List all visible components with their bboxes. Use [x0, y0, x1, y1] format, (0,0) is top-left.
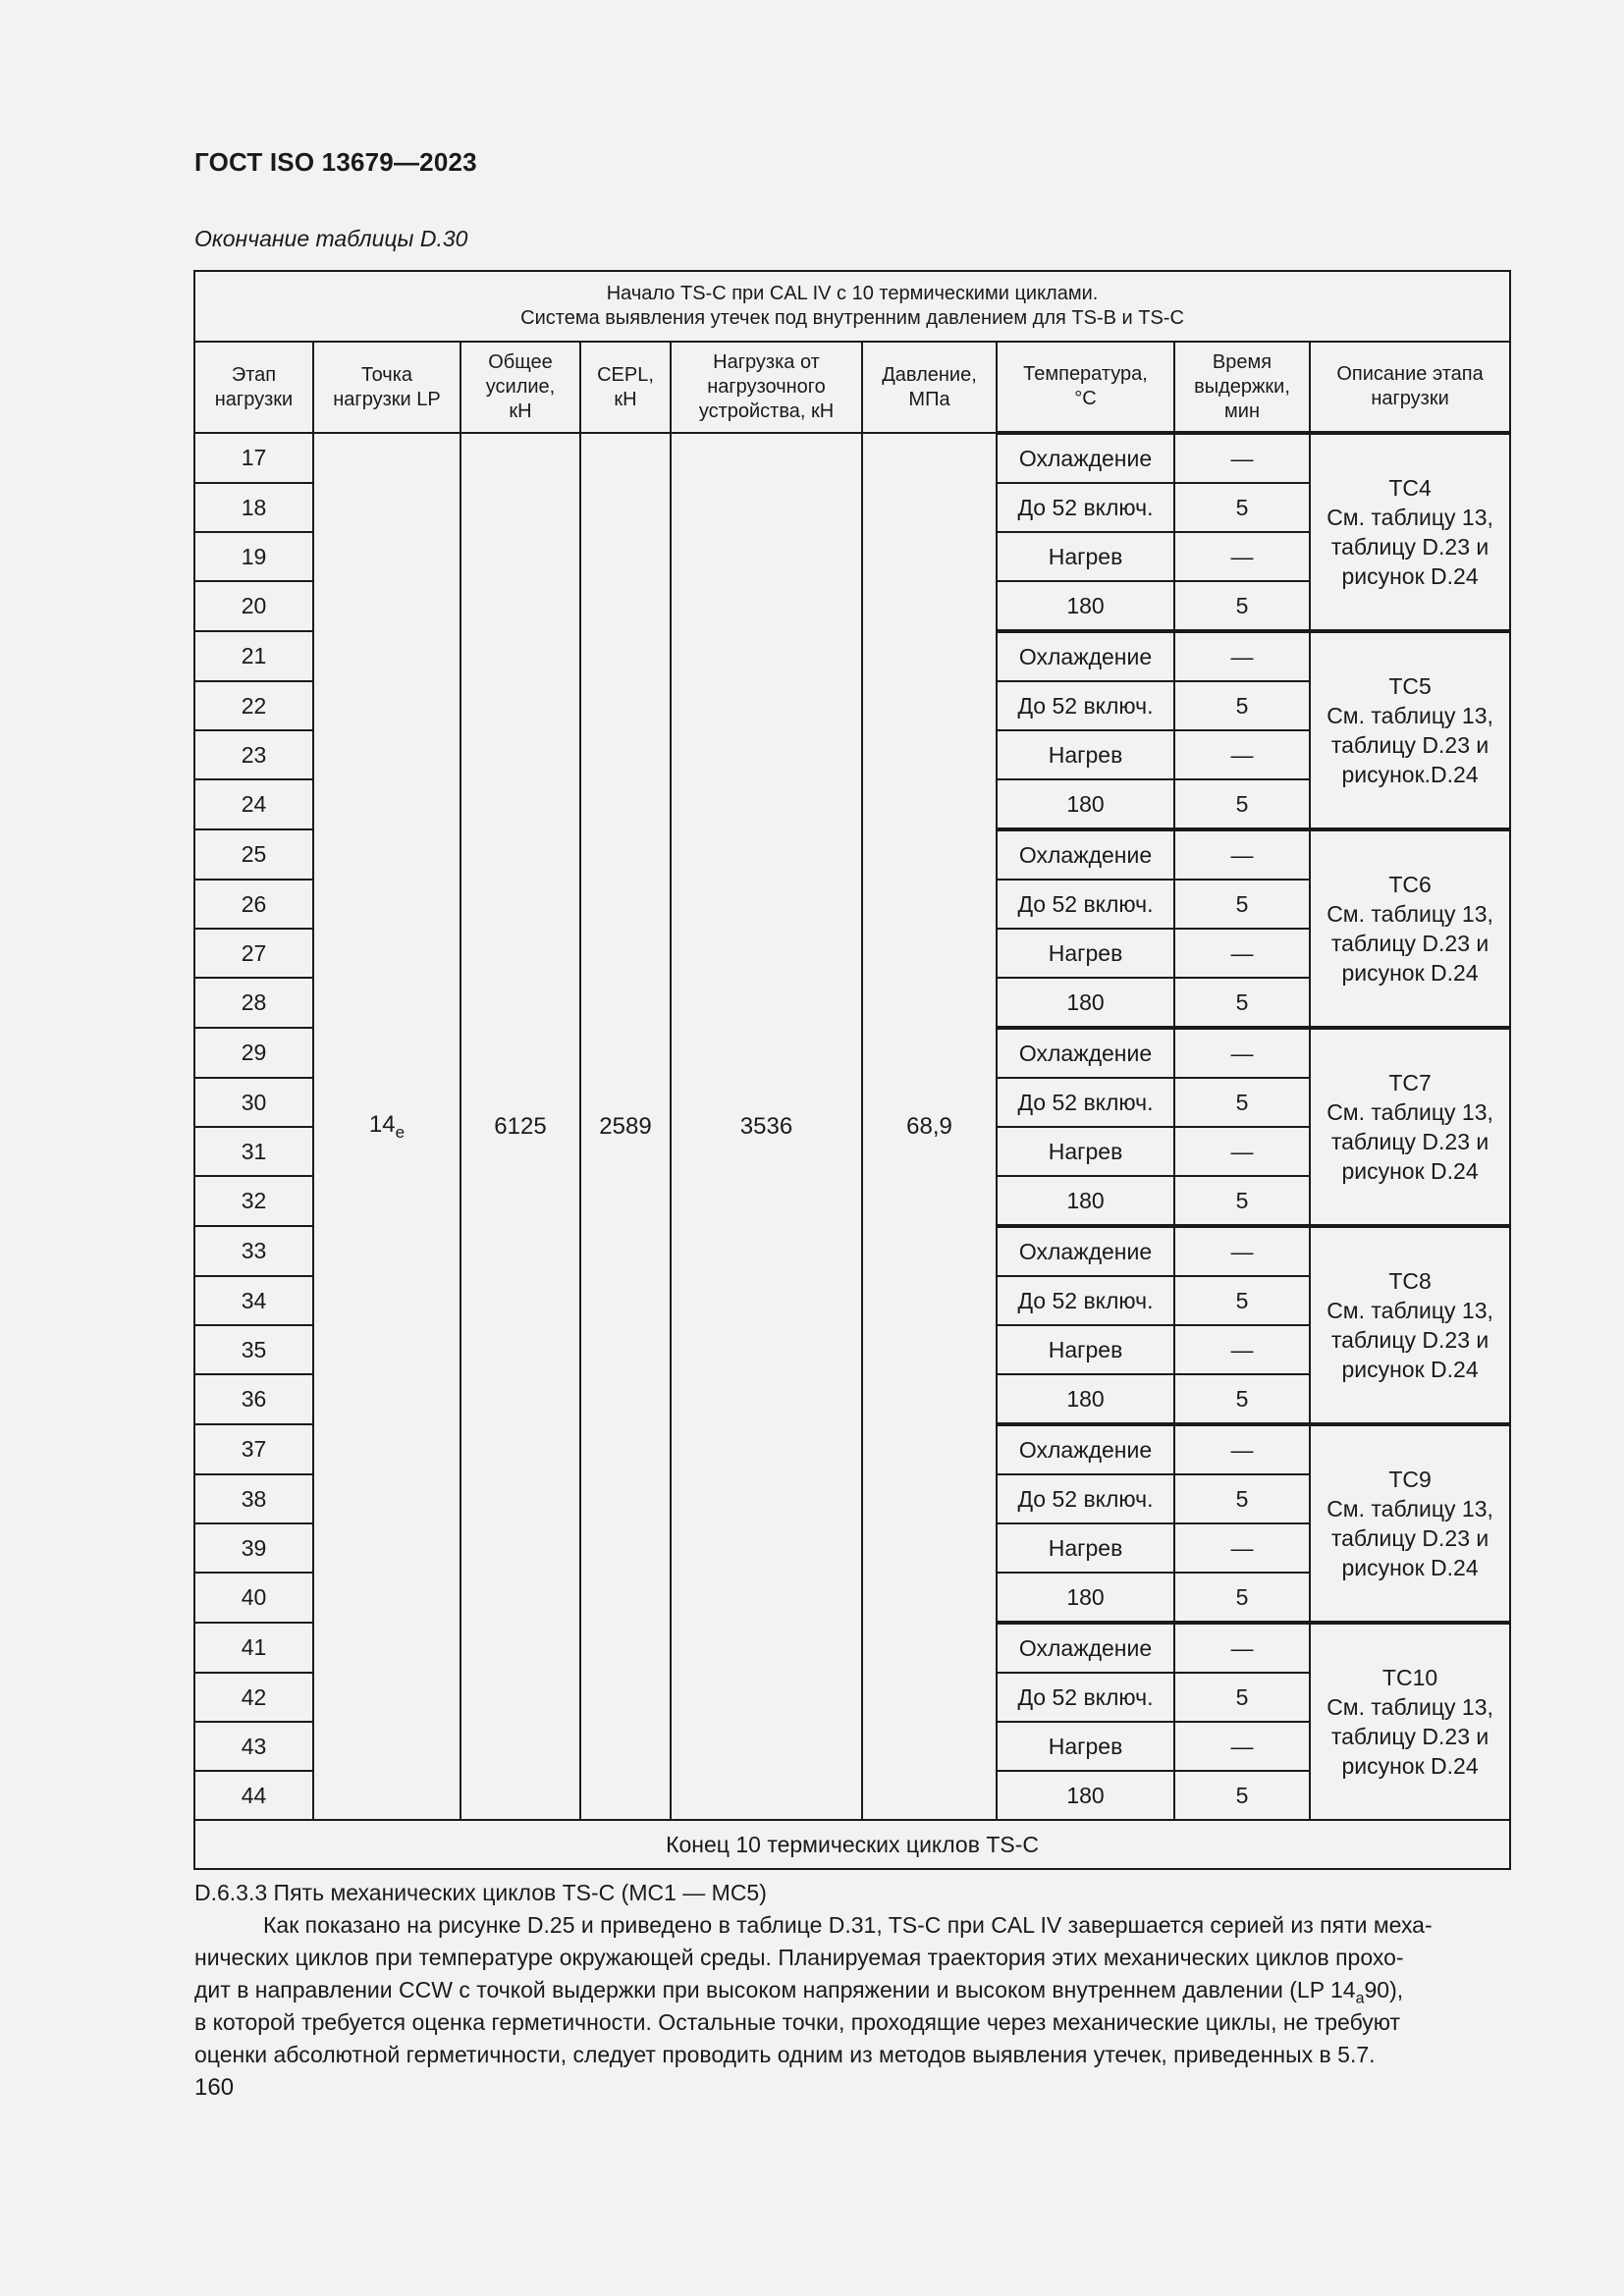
table-title-line: Начало TS-C при CAL IV с 10 термическими циклами.	[606, 283, 1099, 304]
paragraph-line: нических циклов при температуре окружающей среды. Планируемая траектория этих механических циклов прохо-	[194, 1945, 1404, 1970]
description-line: TC4	[1388, 475, 1432, 501]
column-header-line: Время	[1212, 350, 1272, 373]
hold-time-cell: 5	[1174, 978, 1310, 1028]
hold-time-cell: 5	[1174, 1078, 1310, 1127]
stage-description-cell	[1310, 631, 1510, 829]
temperature-cell: Нагрев	[997, 929, 1174, 978]
hold-time-cell: 5	[1174, 681, 1310, 730]
column-header-line: кН	[614, 388, 637, 410]
temperature-cell: Охлаждение	[997, 1028, 1174, 1078]
device-load-cell: 3536	[671, 433, 862, 1820]
column-header-line: °C	[1074, 388, 1097, 409]
hold-time-cell: —	[1174, 1325, 1310, 1374]
stage-cell: 40	[194, 1573, 313, 1623]
paragraph-text: дит в направлении CCW с точкой выдержки при высоком напряжении и высоком внутреннем давлении (LP 14	[194, 1977, 1356, 2002]
temperature-cell: 180	[997, 1176, 1174, 1226]
stage-description-cell	[1310, 433, 1510, 631]
temperature-cell: Охлаждение	[997, 1623, 1174, 1673]
hold-time-cell: 5	[1174, 1374, 1310, 1424]
column-header-line: МПа	[908, 388, 950, 410]
column-header-line: мин	[1224, 400, 1260, 422]
description-line: См. таблицу 13,	[1326, 703, 1493, 728]
hold-time-cell: —	[1174, 829, 1310, 880]
stage-cell: 38	[194, 1474, 313, 1523]
stage-cell: 23	[194, 730, 313, 779]
stage-cell: 20	[194, 581, 313, 631]
hold-time-cell: —	[1174, 1127, 1310, 1176]
load-point-value: 14	[368, 1110, 396, 1138]
description-line: таблицу D.23 и	[1330, 1525, 1489, 1551]
description-line: рисунок D.24	[1341, 1158, 1479, 1184]
column-header-line: нагрузки LP	[333, 388, 441, 410]
stage-cell: 28	[194, 978, 313, 1028]
hold-time-cell: 5	[1174, 1771, 1310, 1820]
temperature-cell: 180	[997, 581, 1174, 631]
column-header-line: Давление,	[882, 363, 977, 386]
stage-description-cell	[1310, 1028, 1510, 1226]
column-header-line: Нагрузка от	[713, 351, 820, 373]
stage-cell: 26	[194, 880, 313, 929]
hold-time-cell: 5	[1174, 779, 1310, 829]
column-header-line: усилие,	[485, 376, 556, 398]
description-line: рисунок.D.24	[1341, 762, 1479, 787]
page-number: 160	[194, 2074, 235, 2101]
hold-time-cell: —	[1174, 1623, 1310, 1673]
column-header-line: устройства, кН	[698, 400, 835, 422]
description-line: TC5	[1388, 673, 1432, 699]
description-line: См. таблицу 13,	[1326, 1099, 1493, 1125]
description-line: таблицу D.23 и	[1330, 931, 1489, 956]
stage-description-cell	[1310, 1226, 1510, 1424]
stage-cell: 27	[194, 929, 313, 978]
table-row	[194, 433, 1510, 483]
stage-cell: 35	[194, 1325, 313, 1374]
temperature-cell: Нагрев	[997, 1127, 1174, 1176]
temperature-cell: Нагрев	[997, 1325, 1174, 1374]
description-line: рисунок D.24	[1341, 1357, 1479, 1382]
description-line: TC6	[1388, 872, 1432, 897]
column-header	[313, 342, 460, 433]
column-header-line: кН	[509, 400, 532, 422]
hold-time-cell: —	[1174, 929, 1310, 978]
column-header	[997, 342, 1174, 433]
hold-time-cell: —	[1174, 1523, 1310, 1573]
temperature-cell: Охлаждение	[997, 1424, 1174, 1474]
temperature-cell: 180	[997, 1771, 1174, 1820]
column-header	[580, 342, 671, 433]
hold-time-cell: —	[1174, 730, 1310, 779]
column-header-line: Точка	[360, 363, 413, 386]
column-header	[194, 342, 313, 433]
column-header	[862, 342, 997, 433]
stage-cell: 31	[194, 1127, 313, 1176]
section-heading: D.6.3.3 Пять механических циклов TS-C (MC1 — MC5)	[194, 1880, 767, 1905]
stage-cell: 44	[194, 1771, 313, 1820]
temperature-cell: Охлаждение	[997, 433, 1174, 483]
description-line: таблицу D.23 и	[1330, 534, 1489, 560]
temperature-cell: Охлаждение	[997, 829, 1174, 880]
stage-cell: 21	[194, 631, 313, 681]
load-point-cell	[313, 433, 460, 1820]
description-line: таблицу D.23 и	[1330, 1724, 1489, 1749]
hold-time-cell: 5	[1174, 581, 1310, 631]
description-line: таблицу D.23 и	[1330, 1327, 1489, 1353]
description-line: См. таблицу 13,	[1326, 1694, 1493, 1720]
temperature-cell: Охлаждение	[997, 631, 1174, 681]
temperature-cell: Нагрев	[997, 1523, 1174, 1573]
description-line: таблицу D.23 и	[1330, 1129, 1489, 1154]
hold-time-cell: 5	[1174, 1474, 1310, 1523]
stage-cell: 25	[194, 829, 313, 880]
paragraph-line: оценки абсолютной герметичности, следует проводить одним из методов выявления утечек, приведенных в 5.7.	[194, 2042, 1376, 2067]
column-header	[1174, 342, 1310, 433]
temperature-cell: 180	[997, 978, 1174, 1028]
hold-time-cell: —	[1174, 433, 1310, 483]
column-header	[671, 342, 862, 433]
description-line: TC9	[1388, 1467, 1432, 1492]
table-title	[194, 271, 1510, 342]
hold-time-cell: 5	[1174, 1176, 1310, 1226]
temperature-cell: Охлаждение	[997, 1226, 1174, 1276]
column-header-line: CEPL,	[597, 363, 654, 386]
cepl-cell: 2589	[580, 433, 671, 1820]
column-header-line: нагрузки	[1371, 388, 1449, 409]
column-header-line: Температура,	[1023, 363, 1148, 385]
column-header	[1310, 342, 1510, 433]
stage-description-cell	[1310, 1623, 1510, 1820]
stage-cell: 19	[194, 532, 313, 581]
description-line: рисунок D.24	[1341, 563, 1479, 589]
temperature-cell: До 52 включ.	[997, 880, 1174, 929]
stage-cell: 30	[194, 1078, 313, 1127]
column-header-line: Этап	[231, 363, 277, 386]
description-line: См. таблицу 13,	[1326, 1298, 1493, 1323]
column-header-line: Описание этапа	[1336, 363, 1484, 385]
subscript: a	[1355, 1990, 1365, 2007]
stage-cell: 36	[194, 1374, 313, 1424]
stage-cell: 17	[194, 433, 313, 483]
hold-time-cell: —	[1174, 1028, 1310, 1078]
description-line: См. таблицу 13,	[1326, 901, 1493, 927]
temperature-cell: До 52 включ.	[997, 1276, 1174, 1325]
table-footer-row	[194, 1820, 1510, 1869]
hold-time-cell: —	[1174, 1226, 1310, 1276]
paragraph-line: в которой требуется оценка герметичности. Остальные точки, проходящие через механические циклы, не требуют	[194, 2009, 1401, 2035]
temperature-cell: 180	[997, 779, 1174, 829]
stage-cell: 32	[194, 1176, 313, 1226]
temperature-cell: До 52 включ.	[997, 681, 1174, 730]
hold-time-cell: —	[1174, 1424, 1310, 1474]
pressure-cell: 68,9	[862, 433, 997, 1820]
temperature-cell: До 52 включ.	[997, 1673, 1174, 1722]
stage-cell: 37	[194, 1424, 313, 1474]
column-header	[460, 342, 580, 433]
description-line: См. таблицу 13,	[1326, 1496, 1493, 1522]
column-header-line: нагрузки	[214, 388, 294, 410]
hold-time-cell: 5	[1174, 1573, 1310, 1623]
description-line: рисунок D.24	[1341, 960, 1479, 986]
temperature-cell: Нагрев	[997, 1722, 1174, 1771]
stage-cell: 42	[194, 1673, 313, 1722]
hold-time-cell: 5	[1174, 1276, 1310, 1325]
temperature-cell: До 52 включ.	[997, 1078, 1174, 1127]
stage-cell: 18	[194, 483, 313, 532]
table-container	[193, 270, 1509, 1870]
column-header-line: нагрузочного	[707, 376, 826, 398]
hold-time-cell: —	[1174, 631, 1310, 681]
temperature-cell: До 52 включ.	[997, 483, 1174, 532]
paragraph-line: Как показано на рисунке D.25 и приведено в таблице D.31, TS-C при CAL IV завершается серией из пяти меха-	[263, 1912, 1433, 1938]
stage-cell: 22	[194, 681, 313, 730]
hold-time-cell: —	[1174, 1722, 1310, 1771]
description-line: таблицу D.23 и	[1330, 732, 1489, 758]
paragraph-text: 90),	[1364, 1977, 1404, 2002]
stage-cell: 34	[194, 1276, 313, 1325]
stage-cell: 24	[194, 779, 313, 829]
hold-time-cell: 5	[1174, 483, 1310, 532]
description-line: TC8	[1388, 1268, 1432, 1294]
stage-cell: 41	[194, 1623, 313, 1673]
temperature-cell: До 52 включ.	[997, 1474, 1174, 1523]
hold-time-cell: —	[1174, 532, 1310, 581]
stage-cell: 33	[194, 1226, 313, 1276]
table-caption: Окончание таблицы D.30	[194, 226, 468, 251]
description-line: TC10	[1381, 1665, 1438, 1690]
temperature-cell: 180	[997, 1573, 1174, 1623]
description-line: рисунок D.24	[1341, 1753, 1479, 1779]
total-force-cell: 6125	[460, 433, 580, 1820]
temperature-cell: 180	[997, 1374, 1174, 1424]
table-header-row	[194, 342, 1510, 433]
description-line: рисунок D.24	[1341, 1555, 1479, 1580]
stage-cell: 39	[194, 1523, 313, 1573]
column-header-line: выдержки,	[1194, 375, 1290, 398]
hold-time-cell: 5	[1174, 1673, 1310, 1722]
table-footer: Конец 10 термических циклов TS-C	[194, 1820, 1510, 1869]
load-point-subscript: e	[395, 1122, 406, 1142]
load-steps-table	[193, 270, 1511, 1870]
description-line: См. таблицу 13,	[1326, 505, 1493, 530]
temperature-cell: Нагрев	[997, 532, 1174, 581]
table-title-line: Система выявления утечек под внутренним давлением для TS-B и TS-C	[520, 307, 1184, 329]
stage-cell: 29	[194, 1028, 313, 1078]
description-line: TC7	[1388, 1070, 1432, 1095]
doc-title: ГОСТ ISO 13679—2023	[194, 147, 477, 177]
stage-description-cell	[1310, 829, 1510, 1028]
temperature-cell: Нагрев	[997, 730, 1174, 779]
stage-cell: 43	[194, 1722, 313, 1771]
stage-description-cell	[1310, 1424, 1510, 1623]
hold-time-cell: 5	[1174, 880, 1310, 929]
column-header-line: Общее	[488, 351, 553, 373]
